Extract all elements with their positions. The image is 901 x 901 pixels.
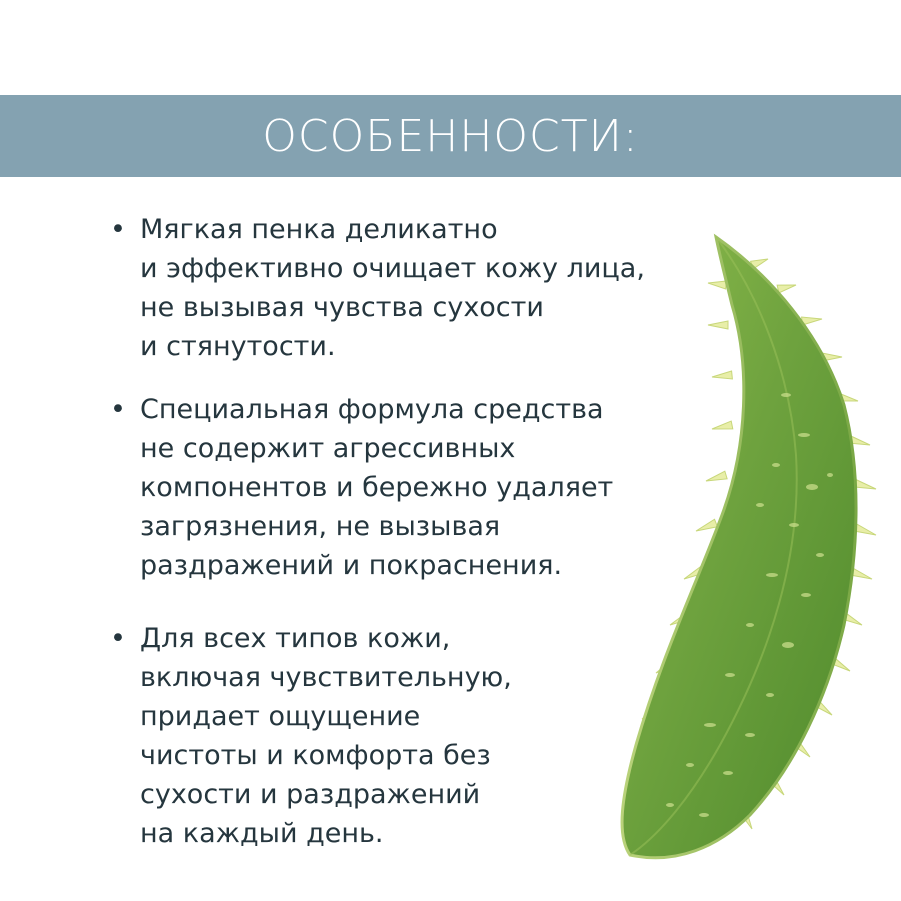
bullet-icon: • xyxy=(110,394,126,425)
feature-line: Мягкая пенка деликатно xyxy=(140,214,498,245)
leaf-speckle xyxy=(725,673,735,677)
feature-line: Специальная формула средства xyxy=(140,394,604,425)
leaf-speckle xyxy=(704,723,716,727)
bullet-icon: • xyxy=(110,214,126,245)
leaf-spine xyxy=(696,519,717,531)
leaf-spine xyxy=(706,471,727,481)
feature-line: не вызывая чувства сухости xyxy=(140,292,544,323)
aloe-leaf-icon xyxy=(600,225,880,875)
feature-line: загрязнения, не вызывая xyxy=(140,511,501,542)
feature-line: не содержит агрессивных xyxy=(140,433,516,464)
leaf-speckle xyxy=(756,503,764,507)
leaf-speckle xyxy=(686,763,694,767)
leaf-speckle xyxy=(745,733,755,737)
feature-line: на каждый день. xyxy=(140,818,384,849)
feature-line: Для всех типов кожи, xyxy=(140,623,451,654)
feature-line: чистоты и комфорта без xyxy=(140,740,491,771)
leaf-speckle xyxy=(766,573,778,577)
leaf-speckle xyxy=(782,642,794,648)
bullet-icon: • xyxy=(110,623,126,654)
feature-text xyxy=(140,390,613,585)
leaf-speckle xyxy=(806,484,818,490)
feature-line: и эффективно очищает кожу лица, xyxy=(140,253,645,284)
title-banner xyxy=(0,95,901,177)
feature-line: раздражений и покраснения. xyxy=(140,550,563,581)
feature-line: сухости и раздражений xyxy=(140,779,481,810)
feature-line: придает ощущение xyxy=(140,701,421,732)
banner-title: ОСОБЕННОСТИ: xyxy=(262,111,639,162)
leaf-speckle xyxy=(798,433,810,437)
leaf-speckle xyxy=(766,693,774,697)
leaf-speckle xyxy=(781,393,791,397)
feature-line: компонентов и бережно удаляет xyxy=(140,472,614,503)
leaf-speckle xyxy=(827,473,833,477)
feature-text xyxy=(140,210,645,366)
leaf-speckle xyxy=(746,623,754,627)
leaf-spine xyxy=(777,285,796,293)
leaf-spine xyxy=(712,421,733,429)
leaf-spine xyxy=(708,321,728,329)
feature-line: включая чувствительную, xyxy=(140,662,512,693)
leaf-speckle xyxy=(789,523,799,527)
leaf-spine xyxy=(712,371,732,379)
leaf-speckle xyxy=(666,803,674,807)
feature-line: и стянутости. xyxy=(140,331,336,362)
leaf-speckle xyxy=(801,593,811,597)
leaf-speckle xyxy=(816,553,824,557)
leaf-speckle xyxy=(772,463,780,467)
feature-text xyxy=(140,619,512,853)
leaf-speckle xyxy=(699,813,709,817)
leaf-speckle xyxy=(723,771,733,775)
leaf-spine xyxy=(708,281,726,289)
